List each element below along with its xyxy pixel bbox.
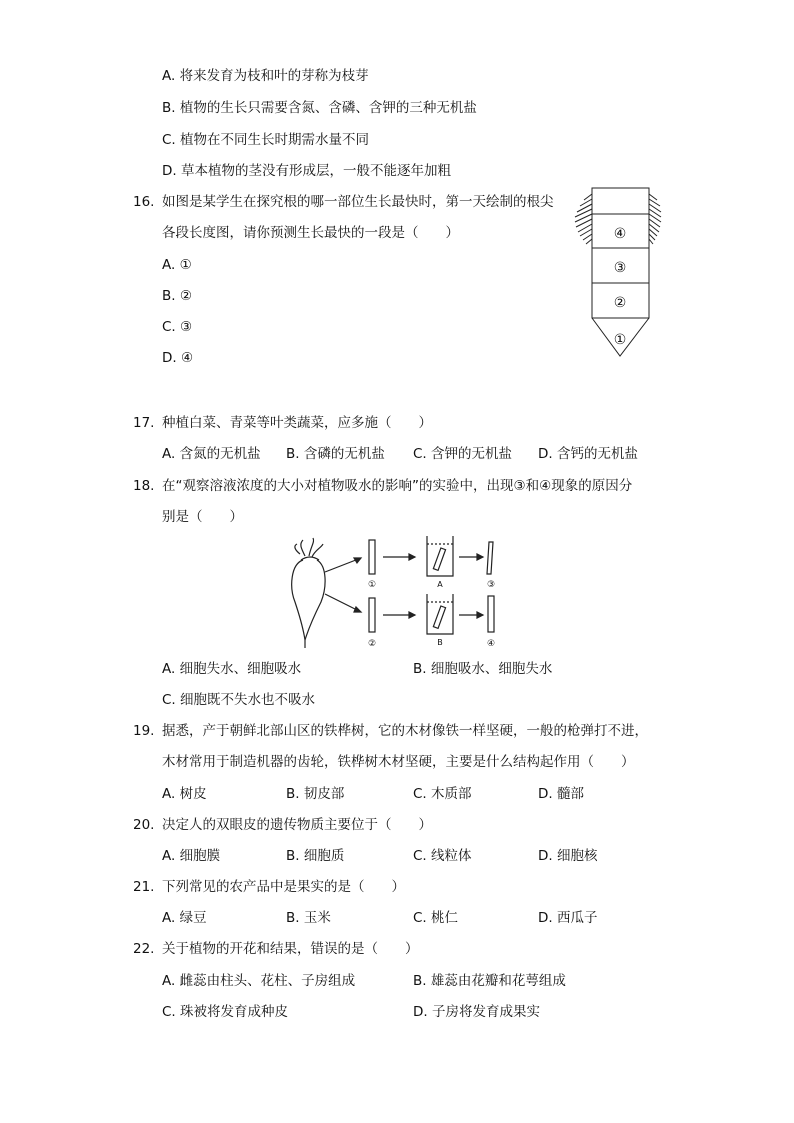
q18-option-b: B. 细胞吸水、细胞失水 (413, 661, 553, 677)
root-tip-figure (572, 186, 662, 362)
q16-option-b: B. ② (162, 288, 192, 304)
q18-option-a: A. 细胞失水、细胞吸水 (162, 661, 302, 677)
figure-label-beaker-a: A (437, 580, 443, 589)
q19-stem-line2: 木材常用于制造机器的齿轮，铁桦树木材坚硬，主要是什么结构起作用（ ） (162, 754, 635, 770)
q22-number: 22. (133, 941, 155, 957)
q16-stem-line1: 如图是某学生在探究根的哪一部位生长最快时，第一天绘制的根尖 (162, 194, 554, 210)
figure-label-1: ① (613, 332, 627, 348)
q18-number: 18. (133, 478, 155, 494)
q16-stem-line2: 各段长度图，请你预测生长最快的一段是（ ） (162, 225, 459, 241)
radish-experiment-figure (283, 532, 508, 652)
figure-label-result-4: ④ (486, 639, 496, 649)
q22-stem: 关于植物的开花和结果，错误的是（ ） (162, 941, 419, 957)
q21-stem: 下列常见的农产品中是果实的是（ ） (162, 879, 405, 895)
q19-option-c: C. 木质部 (413, 786, 472, 802)
q22-option-b: B. 雄蕊由花瓣和花萼组成 (413, 973, 566, 989)
q21-option-a: A. 绿豆 (162, 910, 207, 926)
q19-option-b: B. 韧皮部 (286, 786, 345, 802)
q20-option-c: C. 线粒体 (413, 848, 472, 864)
q18-option-c: C. 细胞既不失水也不吸水 (162, 692, 316, 708)
figure-label-result-3: ③ (486, 580, 496, 590)
q21-option-c: C. 桃仁 (413, 910, 459, 926)
q16-option-a: A. ① (162, 257, 192, 273)
q19-option-d: D. 髓部 (538, 786, 584, 802)
q18-stem-line1: 在“观察溶液浓度的大小对植物吸水的影响”的实验中，出现③和④现象的原因分 (162, 478, 633, 494)
figure-label-4: ④ (613, 226, 627, 242)
q15-option-c: C. 植物在不同生长时期需水量不同 (162, 132, 370, 148)
q20-option-b: B. 细胞质 (286, 848, 345, 864)
q22-option-c: C. 珠被将发育成种皮 (162, 1004, 289, 1020)
q21-number: 21. (133, 879, 155, 895)
q20-stem: 决定人的双眼皮的遗传物质主要位于（ ） (162, 817, 432, 833)
q20-number: 20. (133, 817, 155, 833)
q19-number: 19. (133, 723, 155, 739)
figure-label-strip-2: ② (367, 639, 377, 649)
q17-stem: 种植白菜、青菜等叶类蔬菜，应多施（ ） (162, 415, 432, 431)
q19-stem-line1: 据悉，产于朝鲜北部山区的铁桦树，它的木材像铁一样坚硬，一般的枪弹打不进， (162, 723, 648, 739)
q16-number: 16. (133, 194, 155, 210)
figure-label-beaker-b: B (437, 638, 443, 647)
q15-option-a: A. 将来发育为枝和叶的芽称为枝芽 (162, 68, 369, 84)
figure-label-strip-1: ① (367, 580, 377, 590)
q16-option-d: D. ④ (162, 350, 194, 366)
q17-option-d: D. 含钙的无机盐 (538, 446, 638, 462)
q22-option-a: A. 雌蕊由柱头、花柱、子房组成 (162, 973, 356, 989)
q15-option-d: D. 草本植物的茎没有形成层，一般不能逐年加粗 (162, 163, 451, 179)
q16-option-c: C. ③ (162, 319, 193, 335)
figure-label-3: ③ (613, 260, 627, 276)
q20-option-a: A. 细胞膜 (162, 848, 221, 864)
q21-option-b: B. 玉米 (286, 910, 331, 926)
q17-option-a: A. 含氮的无机盐 (162, 446, 261, 462)
q20-option-d: D. 细胞核 (538, 848, 598, 864)
q17-number: 17. (133, 415, 155, 431)
q21-option-d: D. 西瓜子 (538, 910, 598, 926)
q18-stem-line2: 别是（ ） (162, 509, 243, 525)
q17-option-b: B. 含磷的无机盐 (286, 446, 385, 462)
q17-option-c: C. 含钾的无机盐 (413, 446, 513, 462)
figure-label-2: ② (613, 295, 627, 311)
q15-option-b: B. 植物的生长只需要含氮、含磷、含钾的三种无机盐 (162, 100, 477, 116)
q22-option-d: D. 子房将发育成果实 (413, 1004, 540, 1020)
q19-option-a: A. 树皮 (162, 786, 207, 802)
